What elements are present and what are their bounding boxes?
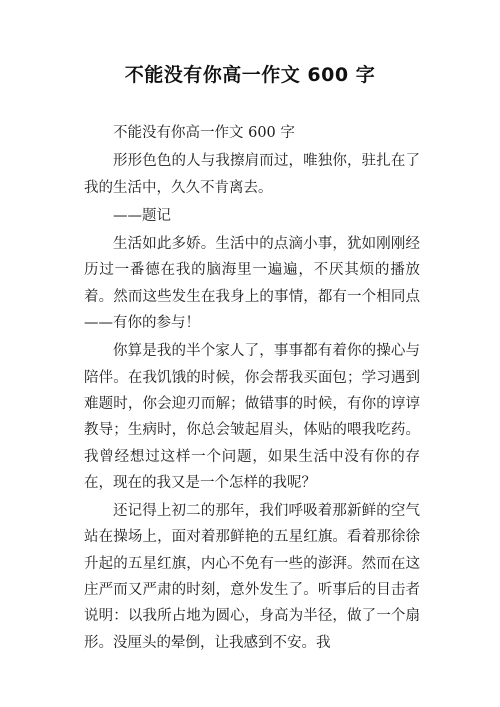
document-title: 不能没有你高一作文 600 字: [124, 64, 376, 86]
paragraph-subtitle: 不能没有你高一作文 600 字: [113, 125, 295, 141]
document-body: [84, 120, 420, 658]
paragraph: 你算是我的半个家人了，事事都有着你的操心与陪伴。在我饥饿的时候，你会帮我买面包；学习遇到难题时，你会迎刃而解；做错事的时候，有你的谆谆教导；生病时，你总会皱起眉头，体贴的喂我吃药。我曾经想过这样一个问题，如果生活中没有你的存在，现在的我又是一个怎样的我呢？: [84, 343, 420, 491]
paragraph: 还记得上初二的那年，我们呼吸着那新鲜的空气站在操场上，面对着那鲜艳的五星红旗。看着那徐徐升起的五星红旗，内心不免有一些的澎湃。然而在这庄严而又严肃的时刻，意外发生了。听事后的目击者说明：以我所占地为圆心，身高为半径，做了一个扇形。没厘头的晕倒，让我感到不安。我: [84, 503, 420, 651]
paragraph: 生活如此多娇。生活中的点滴小事，犹如刚刚经历过一番德在我的脑海里一遍遍，不厌其烦的播放着。然而这些发生在我身上的事情，都有一个相同点——有你的参与！: [84, 236, 420, 332]
paragraph-epigraph: 形形色色的人与我擦肩而过，唯独你，驻扎在了我的生活中，久久不肯离去。: [84, 153, 420, 196]
paragraph-epigraph-attribution: ——题记: [113, 207, 171, 224]
